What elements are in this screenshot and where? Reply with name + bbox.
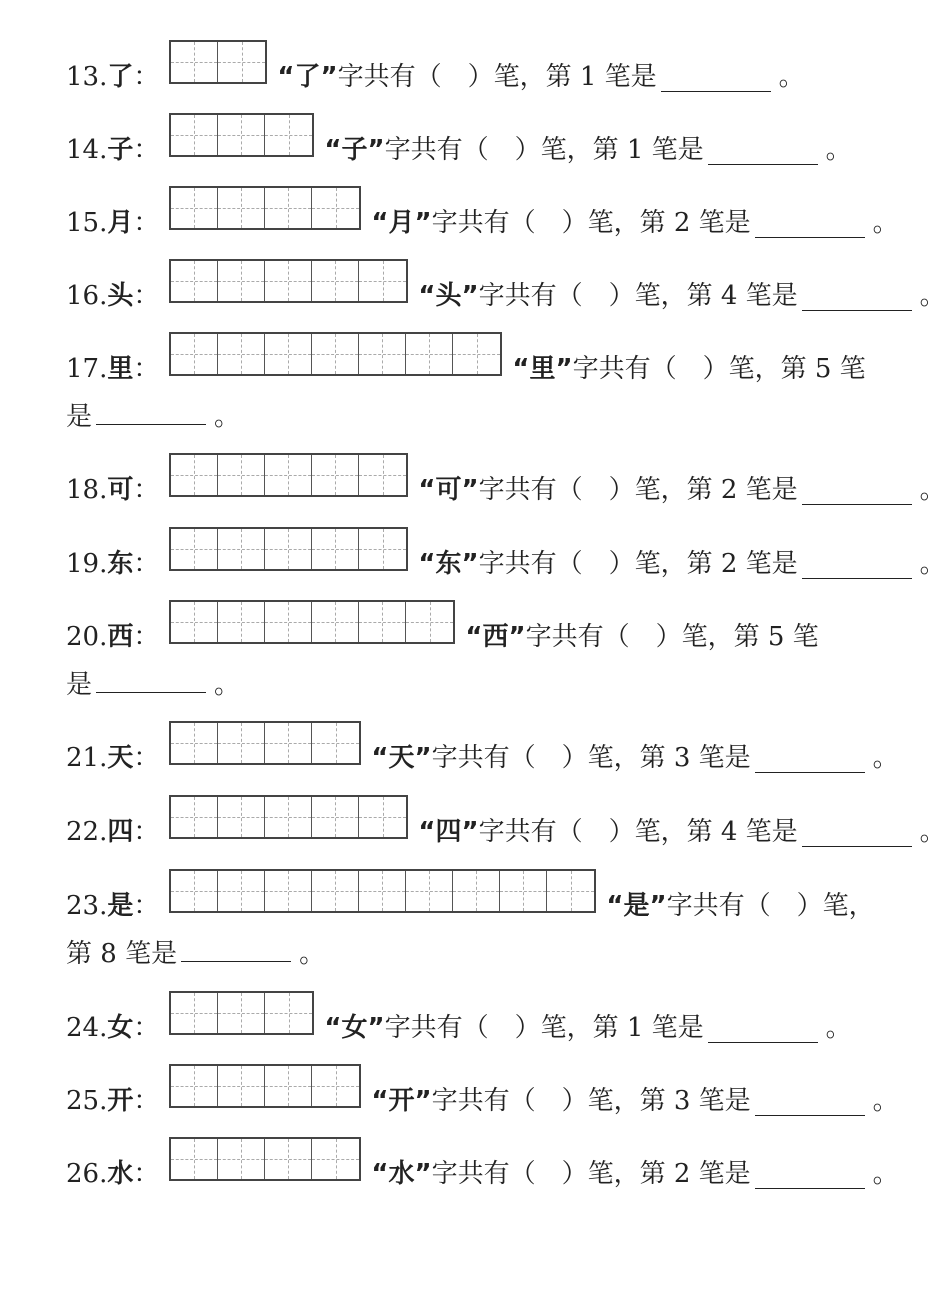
answer-blank[interactable] bbox=[96, 666, 206, 693]
quoted-char: “了” bbox=[277, 62, 338, 92]
question-char: 开 bbox=[107, 1086, 134, 1116]
question-char: 水 bbox=[107, 1159, 134, 1189]
answer-blank[interactable] bbox=[181, 935, 291, 962]
question-text: 字共有（ ）笔，第 1 笔是 bbox=[384, 135, 704, 165]
question-colon: ： bbox=[133, 135, 160, 165]
question-25 bbox=[66, 1064, 899, 1116]
question-char: 四 bbox=[107, 817, 134, 847]
question-22 bbox=[66, 795, 946, 847]
answer-blank[interactable] bbox=[755, 1089, 865, 1116]
question-text-cont: 是 bbox=[66, 402, 93, 432]
quoted-char: “水” bbox=[371, 1159, 432, 1189]
period: 。 bbox=[919, 475, 946, 505]
quoted-char: “东” bbox=[418, 549, 479, 579]
question-char: 天 bbox=[107, 743, 134, 773]
question-number: 21. bbox=[66, 743, 108, 773]
question-number: 17. bbox=[66, 354, 108, 384]
period: 。 bbox=[872, 208, 899, 238]
answer-blank[interactable] bbox=[755, 746, 865, 773]
question-text: 字共有（ ）笔， bbox=[666, 891, 875, 921]
answer-blank[interactable] bbox=[96, 398, 206, 425]
writing-grid[interactable] bbox=[169, 113, 314, 157]
quoted-char: “里” bbox=[512, 354, 573, 384]
question-colon: ： bbox=[133, 817, 160, 847]
writing-grid[interactable] bbox=[169, 991, 314, 1035]
writing-grid[interactable] bbox=[169, 453, 408, 497]
question-char: 了 bbox=[107, 62, 134, 92]
question-char: 可 bbox=[107, 475, 134, 505]
quoted-char: “月” bbox=[371, 208, 432, 238]
question-number: 26. bbox=[66, 1159, 108, 1189]
period: 。 bbox=[919, 549, 946, 579]
question-text-cont: 是 bbox=[66, 670, 93, 700]
writing-grid[interactable] bbox=[169, 259, 408, 303]
period: 。 bbox=[919, 817, 946, 847]
question-text: 字共有（ ）笔，第 5 笔 bbox=[572, 354, 866, 384]
writing-grid[interactable] bbox=[169, 1064, 361, 1108]
question-26 bbox=[66, 1137, 899, 1189]
question-colon: ： bbox=[133, 62, 160, 92]
period: 。 bbox=[872, 1159, 899, 1189]
question-text: 字共有（ ）笔，第 2 笔是 bbox=[478, 475, 798, 505]
question-char: 月 bbox=[107, 208, 134, 238]
period: 。 bbox=[825, 135, 852, 165]
answer-blank[interactable] bbox=[755, 211, 865, 238]
question-colon: ： bbox=[133, 354, 160, 384]
question-number: 23. bbox=[66, 891, 108, 921]
question-char: 东 bbox=[107, 549, 134, 579]
question-23 bbox=[66, 869, 875, 969]
quoted-char: “头” bbox=[418, 281, 479, 311]
period: 。 bbox=[778, 62, 805, 92]
question-colon: ： bbox=[133, 281, 160, 311]
question-19 bbox=[66, 527, 946, 579]
quoted-char: “是” bbox=[606, 891, 667, 921]
question-colon: ： bbox=[133, 1159, 160, 1189]
period: 。 bbox=[825, 1013, 852, 1043]
writing-grid[interactable] bbox=[169, 527, 408, 571]
answer-blank[interactable] bbox=[802, 478, 912, 505]
answer-blank[interactable] bbox=[802, 552, 912, 579]
period: 。 bbox=[214, 670, 241, 700]
question-colon: ： bbox=[133, 208, 160, 238]
question-text: 字共有（ ）笔，第 4 笔是 bbox=[478, 281, 798, 311]
question-colon: ： bbox=[133, 475, 160, 505]
answer-blank[interactable] bbox=[802, 820, 912, 847]
writing-grid[interactable] bbox=[169, 1137, 361, 1181]
question-char: 子 bbox=[107, 135, 134, 165]
quoted-char: “开” bbox=[371, 1086, 432, 1116]
question-colon: ： bbox=[133, 891, 160, 921]
writing-grid[interactable] bbox=[169, 869, 596, 913]
answer-blank[interactable] bbox=[661, 65, 771, 92]
question-13 bbox=[66, 40, 805, 92]
question-text: 字共有（ ）笔，第 2 笔是 bbox=[478, 549, 798, 579]
question-18 bbox=[66, 453, 946, 505]
question-number: 20. bbox=[66, 622, 108, 652]
question-char: 西 bbox=[107, 622, 134, 652]
answer-blank[interactable] bbox=[708, 138, 818, 165]
quoted-char: “四” bbox=[418, 817, 479, 847]
question-colon: ： bbox=[133, 549, 160, 579]
question-text: 字共有（ ）笔，第 4 笔是 bbox=[478, 817, 798, 847]
question-number: 18. bbox=[66, 475, 108, 505]
question-number: 14. bbox=[66, 135, 108, 165]
period: 。 bbox=[919, 281, 946, 311]
quoted-char: “女” bbox=[324, 1013, 385, 1043]
period: 。 bbox=[872, 1086, 899, 1116]
writing-grid[interactable] bbox=[169, 795, 408, 839]
question-char: 女 bbox=[107, 1013, 134, 1043]
question-text: 字共有（ ）笔，第 1 笔是 bbox=[384, 1013, 704, 1043]
question-number: 22. bbox=[66, 817, 108, 847]
question-21 bbox=[66, 721, 899, 773]
quoted-char: “子” bbox=[324, 135, 385, 165]
question-text-cont: 第 8 笔是 bbox=[66, 939, 178, 969]
question-text: 字共有（ ）笔，第 3 笔是 bbox=[431, 1086, 751, 1116]
writing-grid[interactable] bbox=[169, 721, 361, 765]
question-number: 19. bbox=[66, 549, 108, 579]
question-20 bbox=[66, 600, 819, 700]
question-number: 25. bbox=[66, 1086, 108, 1116]
question-17 bbox=[66, 332, 866, 432]
question-15 bbox=[66, 186, 899, 238]
question-24 bbox=[66, 991, 852, 1043]
question-text: 字共有（ ）笔，第 1 笔是 bbox=[337, 62, 657, 92]
question-number: 16. bbox=[66, 281, 108, 311]
question-char: 头 bbox=[107, 281, 134, 311]
answer-blank[interactable] bbox=[755, 1162, 865, 1189]
question-colon: ： bbox=[133, 1086, 160, 1116]
writing-grid[interactable] bbox=[169, 186, 361, 230]
question-text: 字共有（ ）笔，第 2 笔是 bbox=[431, 1159, 751, 1189]
period: 。 bbox=[872, 743, 899, 773]
question-number: 24. bbox=[66, 1013, 108, 1043]
quoted-char: “可” bbox=[418, 475, 479, 505]
period: 。 bbox=[214, 402, 241, 432]
question-colon: ： bbox=[133, 743, 160, 773]
quoted-char: “西” bbox=[465, 622, 526, 652]
question-text: 字共有（ ）笔，第 2 笔是 bbox=[431, 208, 751, 238]
question-16 bbox=[66, 259, 946, 311]
writing-grid[interactable] bbox=[169, 600, 455, 644]
question-14 bbox=[66, 113, 852, 165]
period: 。 bbox=[299, 939, 326, 969]
question-char: 是 bbox=[107, 891, 134, 921]
question-text: 字共有（ ）笔，第 5 笔 bbox=[525, 622, 819, 652]
answer-blank[interactable] bbox=[708, 1016, 818, 1043]
question-text: 字共有（ ）笔，第 3 笔是 bbox=[431, 743, 751, 773]
writing-grid[interactable] bbox=[169, 40, 267, 84]
question-colon: ： bbox=[133, 1013, 160, 1043]
quoted-char: “天” bbox=[371, 743, 432, 773]
answer-blank[interactable] bbox=[802, 284, 912, 311]
question-colon: ： bbox=[133, 622, 160, 652]
question-char: 里 bbox=[107, 354, 134, 384]
writing-grid[interactable] bbox=[169, 332, 502, 376]
question-number: 15. bbox=[66, 208, 108, 238]
question-number: 13. bbox=[66, 62, 108, 92]
